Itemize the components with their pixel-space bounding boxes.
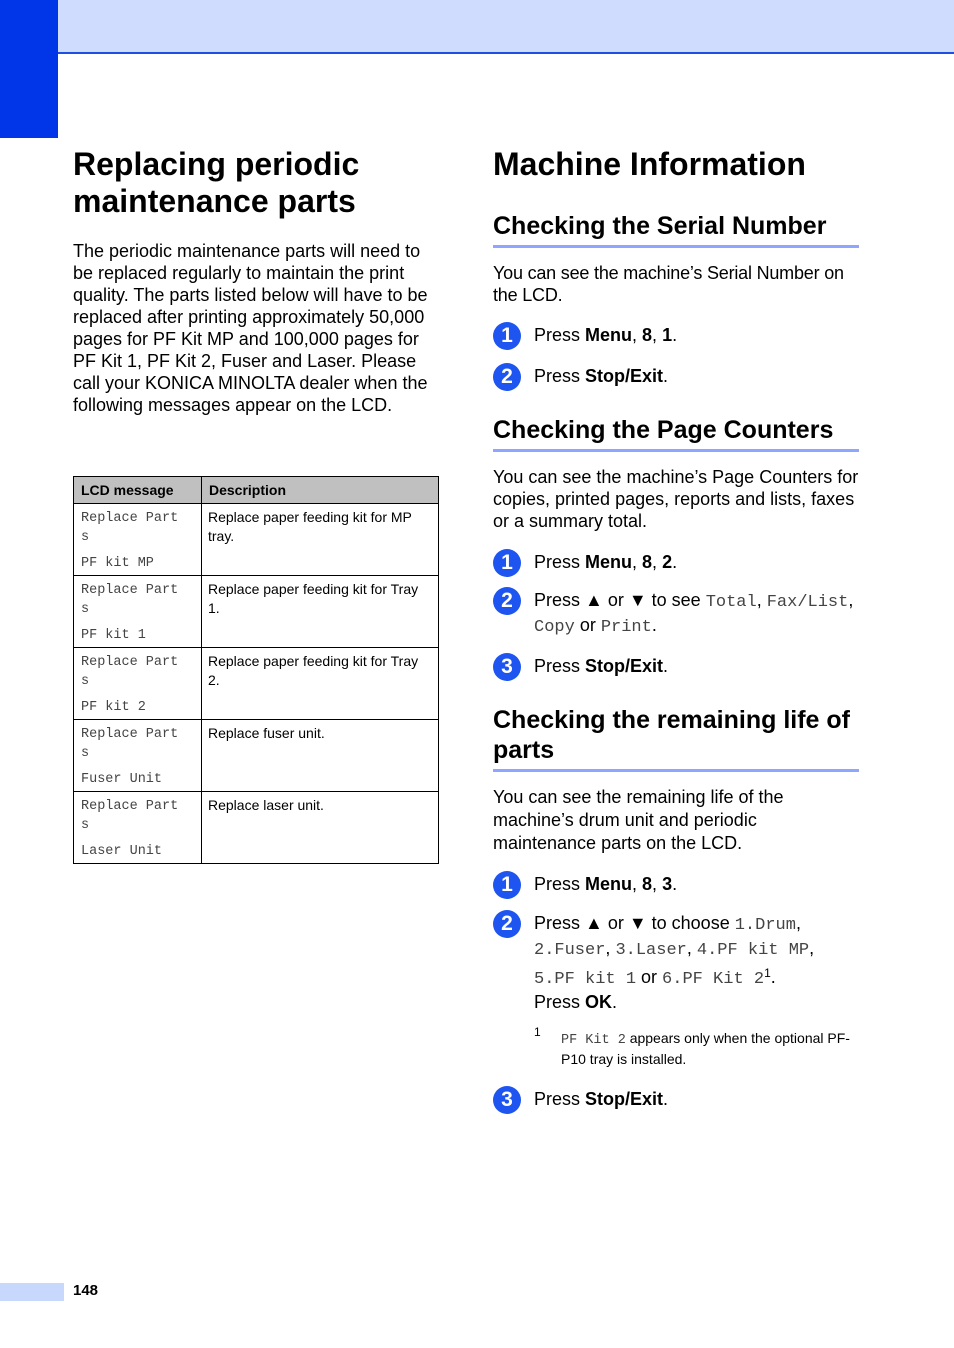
lcd-line: s	[81, 602, 90, 617]
step-number-badge: 1	[493, 871, 521, 899]
header-band	[0, 0, 954, 54]
lcd-line: Replace Part	[81, 799, 179, 814]
column-header-description: Description	[202, 477, 439, 504]
description-text: Replace paper feeding kit for MP tray.	[208, 509, 412, 544]
lcd-line: Replace Part	[81, 655, 179, 670]
lcd-message-cell	[74, 504, 202, 576]
lcd-line: Laser Unit	[81, 844, 163, 859]
lcd-message-cell	[74, 576, 202, 648]
description-cell	[202, 792, 439, 864]
step-item: 3 Press Stop/Exit.	[493, 655, 859, 678]
step-number-badge: 2	[493, 910, 521, 938]
table-row	[74, 648, 439, 720]
description-cell	[202, 576, 439, 648]
description-cell	[202, 504, 439, 576]
lcd-line: s	[81, 530, 90, 545]
step-item: 1 Press Menu, 8, 1.	[493, 324, 859, 347]
description-cell	[202, 720, 439, 792]
step-item: 3 Press Stop/Exit.	[493, 1088, 859, 1111]
lcd-line: s	[81, 746, 90, 761]
lcd-line: PF kit 2	[81, 700, 146, 715]
lcd-line: s	[81, 674, 90, 689]
table-header-row	[74, 477, 439, 504]
section-title: Replacing periodic maintenance parts	[73, 146, 360, 219]
table-row	[74, 576, 439, 648]
lcd-message-cell	[74, 720, 202, 792]
counters-intro: You can see the machine’s Page Counters for copies, printed pages, reports and lists, faxes or a summary total.	[493, 467, 859, 531]
step-number-badge: 1	[493, 322, 521, 350]
lcd-line: Fuser Unit	[81, 772, 163, 787]
step-number-badge: 1	[493, 549, 521, 577]
lcd-message-cell	[74, 792, 202, 864]
step-item: 2 Press ▲ or ▼ to choose 1.Drum, 2.Fuser, 3.Laser, 4.PF kit MP, 5.PF kit 1 or 6.PF Kit $2^1$. Press OK.	[493, 912, 859, 1014]
left-column	[73, 146, 439, 416]
ok-key: OK	[585, 992, 613, 1012]
table-row	[74, 792, 439, 864]
lcd-line: s	[81, 818, 90, 833]
description-cell	[202, 648, 439, 720]
step-item: 2 Press ▲ or ▼ to see Total, Fax/List, Copy or Print.	[493, 589, 859, 639]
step-number-badge: 2	[493, 363, 521, 391]
lcd-line: Replace Part	[81, 727, 179, 742]
description-text: Replace fuser unit.	[208, 725, 325, 741]
chapter-tab	[0, 0, 58, 138]
intro-paragraph: The periodic maintenance parts will need to be replaced regularly to maintain the print quality. The parts listed below will have to be replaced after printing approximately 50,000 pages for PF Kit MP and 100,000 pages for PF Kit 1, PF Kit 2, Fuser and Laser. Please call your KONICA MINOLTA dealer when the following messages appear on the LCD.	[73, 241, 428, 415]
description-text: Replace paper feeding kit for Tray 2.	[208, 653, 419, 688]
heading-remaining-life: Checking the remaining life of parts	[493, 705, 859, 772]
footnote-number: 1	[534, 1025, 541, 1039]
stop-exit-key: Stop/Exit	[585, 366, 664, 386]
life-intro: You can see the remaining life of the machine’s drum unit and periodic maintenance parts on the LCD.	[493, 787, 784, 853]
page-number-tab	[0, 1283, 64, 1301]
footnote: 1 PF Kit 2 appears only when the optional PF-P10 tray is installed.	[534, 1025, 850, 1067]
lcd-line: Replace Part	[81, 583, 179, 598]
column-header-lcd-message: LCD message	[74, 477, 202, 504]
section-title: Machine Information	[493, 146, 806, 182]
description-text: Replace paper feeding kit for Tray 1.	[208, 581, 419, 616]
right-column	[493, 146, 859, 1111]
heading-serial-number: Checking the Serial Number	[493, 211, 859, 248]
page-number: 148	[73, 1282, 99, 1299]
lcd-message-table	[73, 476, 439, 864]
step-item: 2 Press Stop/Exit.	[493, 365, 859, 388]
table-row	[74, 720, 439, 792]
step-item: 1 Press Menu, 8, 2.	[493, 551, 859, 574]
description-text: Replace laser unit.	[208, 797, 324, 813]
lcd-line: PF kit 1	[81, 628, 146, 643]
step-number-badge: 3	[493, 653, 521, 681]
lcd-message-cell	[74, 648, 202, 720]
menu-key: Menu	[585, 325, 633, 345]
table-row	[74, 504, 439, 576]
heading-page-counters: Checking the Page Counters	[493, 415, 859, 452]
serial-intro: You can see the machine’s Serial Number on the LCD.	[493, 263, 844, 305]
step-number-badge: 2	[493, 587, 521, 615]
lcd-line: Replace Part	[81, 511, 179, 526]
footnote-reference: 1	[764, 966, 771, 980]
lcd-line: PF kit MP	[81, 556, 154, 571]
step-number-badge: 3	[493, 1086, 521, 1114]
step-item: 1 Press Menu, 8, 3.	[493, 873, 859, 896]
